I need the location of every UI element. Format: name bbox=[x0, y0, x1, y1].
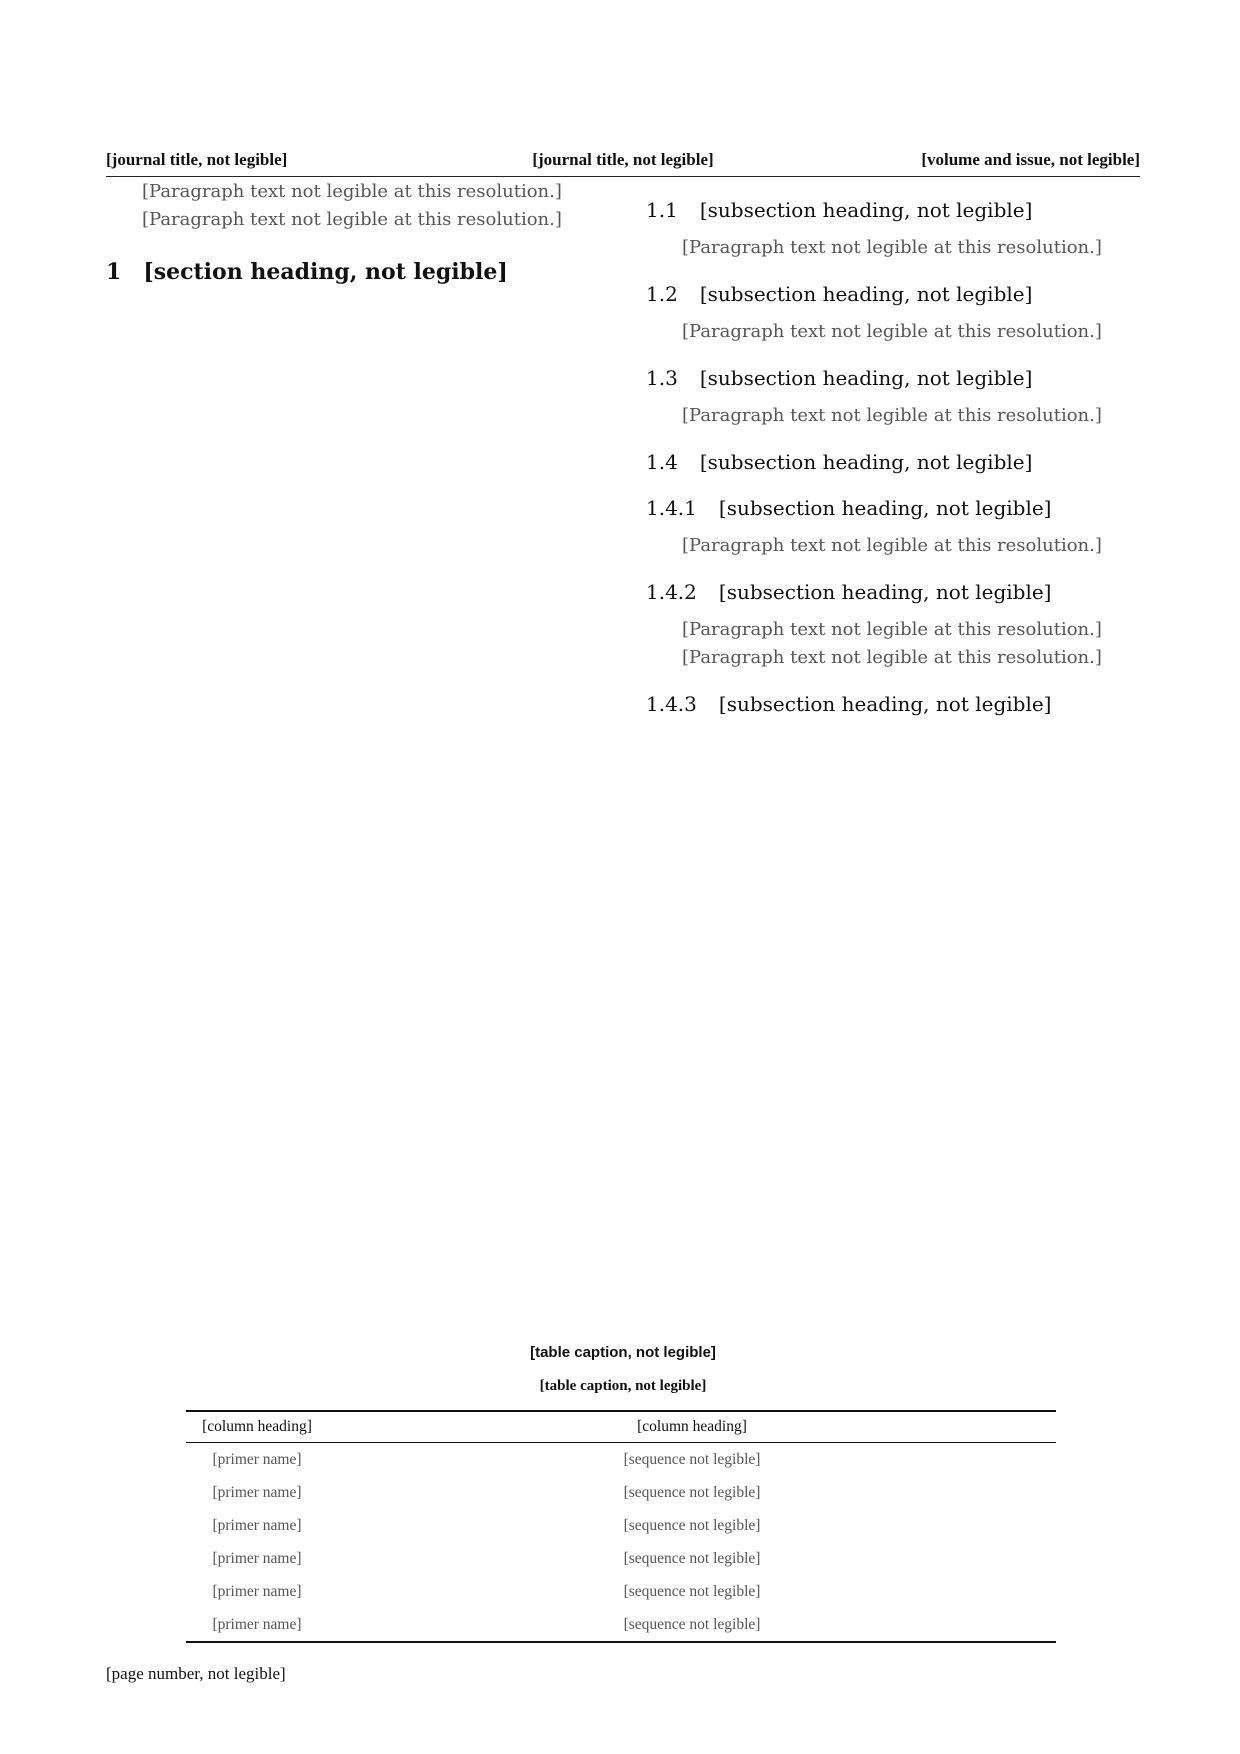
primer-name: [primer name] bbox=[212, 1483, 302, 1501]
section-title: [section heading, not legible] bbox=[143, 259, 508, 285]
table-caption-en: [table caption, not legible] bbox=[539, 1378, 707, 1394]
body-paragraph: [Paragraph text not legible at this resolution.] bbox=[682, 647, 1102, 668]
subsection bbox=[646, 448, 1140, 476]
body-paragraph: [Paragraph text not legible at this resolution.] bbox=[142, 209, 562, 230]
subsection-number: 1.2 bbox=[646, 282, 678, 306]
subsection-number: 1.4 bbox=[646, 450, 678, 474]
subsection bbox=[646, 578, 1140, 672]
body-paragraph: [Paragraph text not legible at this resolution.] bbox=[682, 405, 1102, 426]
subsection-title: [subsection heading, not legible] bbox=[718, 496, 1052, 520]
primer-name: [primer name] bbox=[212, 1516, 302, 1534]
body-paragraph: [Paragraph text not legible at this resolution.] bbox=[682, 619, 1102, 640]
column-header-sequence: [column heading] bbox=[328, 1411, 1056, 1443]
subsection bbox=[646, 690, 1140, 718]
primer-name: [primer name] bbox=[212, 1582, 302, 1600]
subsection-number: 1.4.2 bbox=[646, 580, 697, 604]
running-header bbox=[106, 150, 1140, 174]
subsection-number: 1.4.3 bbox=[646, 692, 697, 716]
section-heading bbox=[106, 258, 592, 286]
subsection-number: 1.4.1 bbox=[646, 496, 697, 520]
table-row bbox=[186, 1608, 1056, 1642]
section-number: 1 bbox=[106, 259, 122, 285]
subsection bbox=[646, 280, 1140, 346]
subsection-title: [subsection heading, not legible] bbox=[699, 450, 1033, 474]
table-row bbox=[186, 1476, 1056, 1509]
header-rule bbox=[106, 176, 1140, 177]
column-header-name: [column heading] bbox=[186, 1411, 328, 1443]
subsection-title: [subsection heading, not legible] bbox=[718, 580, 1052, 604]
primer-name: [primer name] bbox=[186, 1608, 328, 1642]
primer-sequence: [sequence not legible] bbox=[328, 1608, 1056, 1642]
primer-sequence: [sequence not legible] bbox=[623, 1549, 761, 1567]
subsection-title: [subsection heading, not legible] bbox=[699, 366, 1033, 390]
subsection bbox=[646, 364, 1140, 430]
body-paragraph: [Paragraph text not legible at this resolution.] bbox=[682, 321, 1102, 342]
subsection bbox=[646, 196, 1140, 262]
subsection-number: 1.1 bbox=[646, 198, 678, 222]
table-header-row bbox=[186, 1411, 1056, 1443]
table-row bbox=[186, 1443, 1056, 1477]
volume-info: [volume and issue, not legible] bbox=[921, 150, 1140, 169]
subsection-title: [subsection heading, not legible] bbox=[718, 692, 1052, 716]
left-column bbox=[106, 178, 592, 296]
primer-sequence: [sequence not legible] bbox=[623, 1582, 761, 1600]
body-paragraph: [Paragraph text not legible at this resolution.] bbox=[682, 535, 1102, 556]
table-row bbox=[186, 1575, 1056, 1608]
primer-sequence: [sequence not legible] bbox=[623, 1450, 761, 1468]
journal-name-en: [journal title, not legible] bbox=[532, 150, 714, 169]
subsection bbox=[646, 494, 1140, 560]
primer-name: [primer name] bbox=[212, 1549, 302, 1567]
primer-table bbox=[186, 1410, 1056, 1643]
body-paragraph: [Paragraph text not legible at this resolution.] bbox=[682, 237, 1102, 258]
primer-sequence: [sequence not legible] bbox=[623, 1516, 761, 1534]
primer-sequence: [sequence not legible] bbox=[623, 1483, 761, 1501]
subsection-title: [subsection heading, not legible] bbox=[699, 198, 1033, 222]
right-column bbox=[646, 178, 1140, 728]
table-caption-cn: [table caption, not legible] bbox=[530, 1344, 716, 1361]
primer-name: [primer name] bbox=[212, 1450, 302, 1468]
subsection-number: 1.3 bbox=[646, 366, 678, 390]
body-paragraph: [Paragraph text not legible at this resolution.] bbox=[142, 181, 562, 202]
subsection-title: [subsection heading, not legible] bbox=[699, 282, 1033, 306]
table-row bbox=[186, 1509, 1056, 1542]
journal-name-cn: [journal title, not legible] bbox=[106, 150, 288, 169]
table-row bbox=[186, 1542, 1056, 1575]
page-number: [page number, not legible] bbox=[106, 1664, 286, 1683]
